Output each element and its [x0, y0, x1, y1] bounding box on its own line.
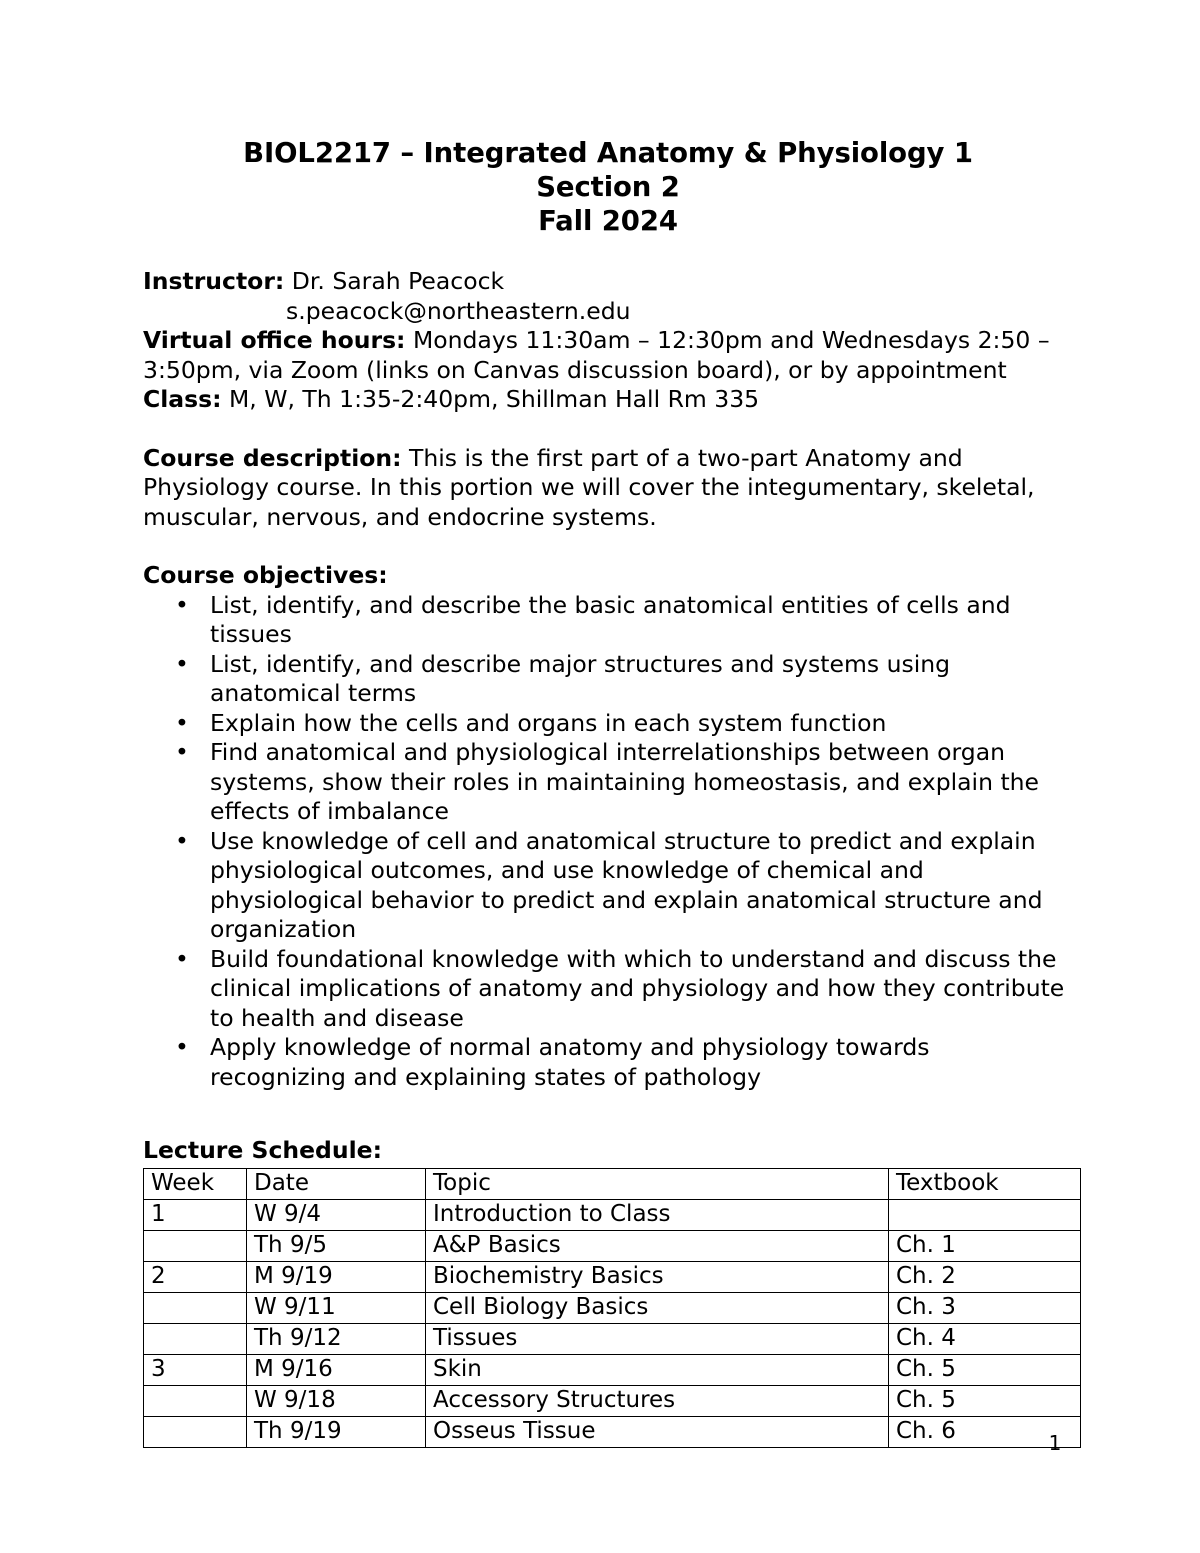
- table-row: [144, 1292, 1081, 1323]
- cell-week: [144, 1323, 247, 1354]
- table-row: [144, 1199, 1081, 1230]
- column-header-date: Date: [247, 1168, 426, 1199]
- course-objectives-list: [143, 591, 1073, 1093]
- class-label: Class:: [143, 385, 222, 413]
- cell-date: W 9/18: [247, 1385, 426, 1416]
- instructor-label: Instructor:: [143, 267, 285, 295]
- list-item-label: Use knowledge of cell and anatomical structure to predict and explain physiological outcomes, and use knowledge of chemical and physiological behavior to predict and explain anatomical structure and organization: [210, 826, 1043, 943]
- cell-week: [144, 1385, 247, 1416]
- lecture-schedule-body: [144, 1199, 1081, 1447]
- cell-week: 1: [144, 1199, 247, 1230]
- table-row: [144, 1230, 1081, 1261]
- cell-week: [144, 1230, 247, 1261]
- instructor-line: [143, 267, 1073, 297]
- spacer-after-title: [143, 238, 1073, 267]
- list-item-label: List, identify, and describe major structures and systems using anatomical terms: [210, 649, 951, 707]
- list-item: [143, 827, 1073, 945]
- cell-topic: A&P Basics: [426, 1230, 889, 1261]
- spacer-before-schedule: [143, 1092, 1073, 1136]
- title-line-section: Section 2: [536, 171, 680, 203]
- cell-date: W 9/11: [247, 1292, 426, 1323]
- bullet-icon: •: [175, 590, 189, 619]
- cell-topic: Osseus Tissue: [426, 1416, 889, 1447]
- cell-textbook: Ch. 1: [889, 1230, 1081, 1261]
- list-item: [143, 1033, 1000, 1092]
- title-line-term: Fall 2024: [538, 205, 678, 237]
- cell-textbook: Ch. 2: [889, 1261, 1081, 1292]
- page-number: 1: [1048, 1431, 1062, 1455]
- spacer-after-description: [143, 532, 1073, 561]
- page-title: [143, 136, 1073, 238]
- list-item-label: Build foundational knowledge with which to understand and discuss the clinical implications of anatomy and physiology and how they contribute to health and disease: [210, 944, 1065, 1032]
- course-objectives-label: Course objectives:: [143, 561, 388, 589]
- table-row: [144, 1416, 1081, 1447]
- bullet-icon: •: [175, 944, 189, 973]
- cell-textbook: Ch. 4: [889, 1323, 1081, 1354]
- cell-topic: Introduction to Class: [426, 1199, 889, 1230]
- column-header-textbook: Textbook: [889, 1168, 1081, 1199]
- list-item-label: Explain how the cells and organs in each system function: [210, 708, 887, 737]
- title-line-course: BIOL2217 – Integrated Anatomy & Physiology 1: [243, 137, 973, 169]
- cell-textbook: Ch. 3: [889, 1292, 1081, 1323]
- cell-textbook: [889, 1199, 1081, 1230]
- column-header-week: Week: [144, 1168, 247, 1199]
- cell-week: 3: [144, 1354, 247, 1385]
- cell-week: [144, 1416, 247, 1447]
- column-header-topic: Topic: [426, 1168, 889, 1199]
- cell-date: Th 9/5: [247, 1230, 426, 1261]
- table-row: [144, 1354, 1081, 1385]
- list-item-label: Find anatomical and physiological interrelationships between organ systems, show their roles in maintaining homeostasis, and explain the effects of imbalance: [210, 738, 1040, 825]
- office-hours-label: Virtual office hours:: [143, 326, 406, 354]
- course-description: [143, 444, 1073, 533]
- bullet-icon: •: [175, 738, 189, 766]
- list-item: [143, 650, 1010, 709]
- cell-date: M 9/19: [247, 1261, 426, 1292]
- class-text: M, W, Th 1:35-2:40pm, Shillman Hall Rm 335: [229, 385, 760, 413]
- list-item: [143, 738, 1073, 827]
- class-line: [143, 385, 1073, 415]
- table-row: [144, 1323, 1081, 1354]
- list-item-label: Apply knowledge of normal anatomy and physiology towards recognizing and explaining states of pathology: [210, 1033, 930, 1091]
- cell-textbook: Ch. 6: [889, 1416, 1081, 1447]
- course-description-label: Course description:: [143, 443, 402, 472]
- cell-textbook: Ch. 5: [889, 1385, 1081, 1416]
- bullet-icon: •: [175, 708, 189, 737]
- list-item: [143, 709, 1073, 739]
- cell-textbook: Ch. 5: [889, 1354, 1081, 1385]
- instructor-block: [143, 267, 1073, 415]
- instructor-email-line: [143, 297, 1073, 327]
- instructor-name: Dr. Sarah Peacock: [291, 267, 505, 295]
- document-body: [143, 136, 1073, 1448]
- cell-date: Th 9/12: [247, 1323, 426, 1354]
- table-row: [144, 1261, 1081, 1292]
- course-description-text: This is the first part of a two-part Anatomy and Physiology course. In this portion we will cover the integumentary, skeletal, muscular, nervous, and endocrine systems.: [143, 443, 1035, 531]
- cell-topic: Biochemistry Basics: [426, 1261, 889, 1292]
- cell-date: W 9/4: [247, 1199, 426, 1230]
- lecture-schedule-label: Lecture Schedule:: [143, 1136, 382, 1164]
- cell-topic: Accessory Structures: [426, 1385, 889, 1416]
- table-row: [144, 1385, 1081, 1416]
- cell-topic: Tissues: [426, 1323, 889, 1354]
- cell-date: M 9/16: [247, 1354, 426, 1385]
- lecture-schedule-table: [143, 1168, 1081, 1448]
- cell-topic: Cell Biology Basics: [426, 1292, 889, 1323]
- list-item-label: List, identify, and describe the basic anatomical entities of cells and tissues: [210, 590, 1011, 648]
- cell-date: Th 9/19: [247, 1416, 426, 1447]
- office-hours-line: [143, 326, 1073, 385]
- bullet-icon: •: [175, 649, 189, 678]
- instructor-email[interactable]: s.peacock@northeastern.edu: [286, 296, 631, 325]
- bullet-icon: •: [175, 826, 189, 855]
- table-header-row: [144, 1168, 1081, 1199]
- cell-topic: Skin: [426, 1354, 889, 1385]
- list-item: [143, 945, 1073, 1034]
- cell-week: 2: [144, 1261, 247, 1292]
- list-item: [143, 591, 1070, 650]
- cell-week: [144, 1292, 247, 1323]
- spacer-after-instructor: [143, 415, 1073, 444]
- office-hours-text: Mondays 11:30am – 12:30pm and Wednesdays 2:50 – 3:50pm, via Zoom (links on Canvas discussion board), or by appointment: [143, 326, 1050, 384]
- bullet-icon: •: [175, 1033, 189, 1061]
